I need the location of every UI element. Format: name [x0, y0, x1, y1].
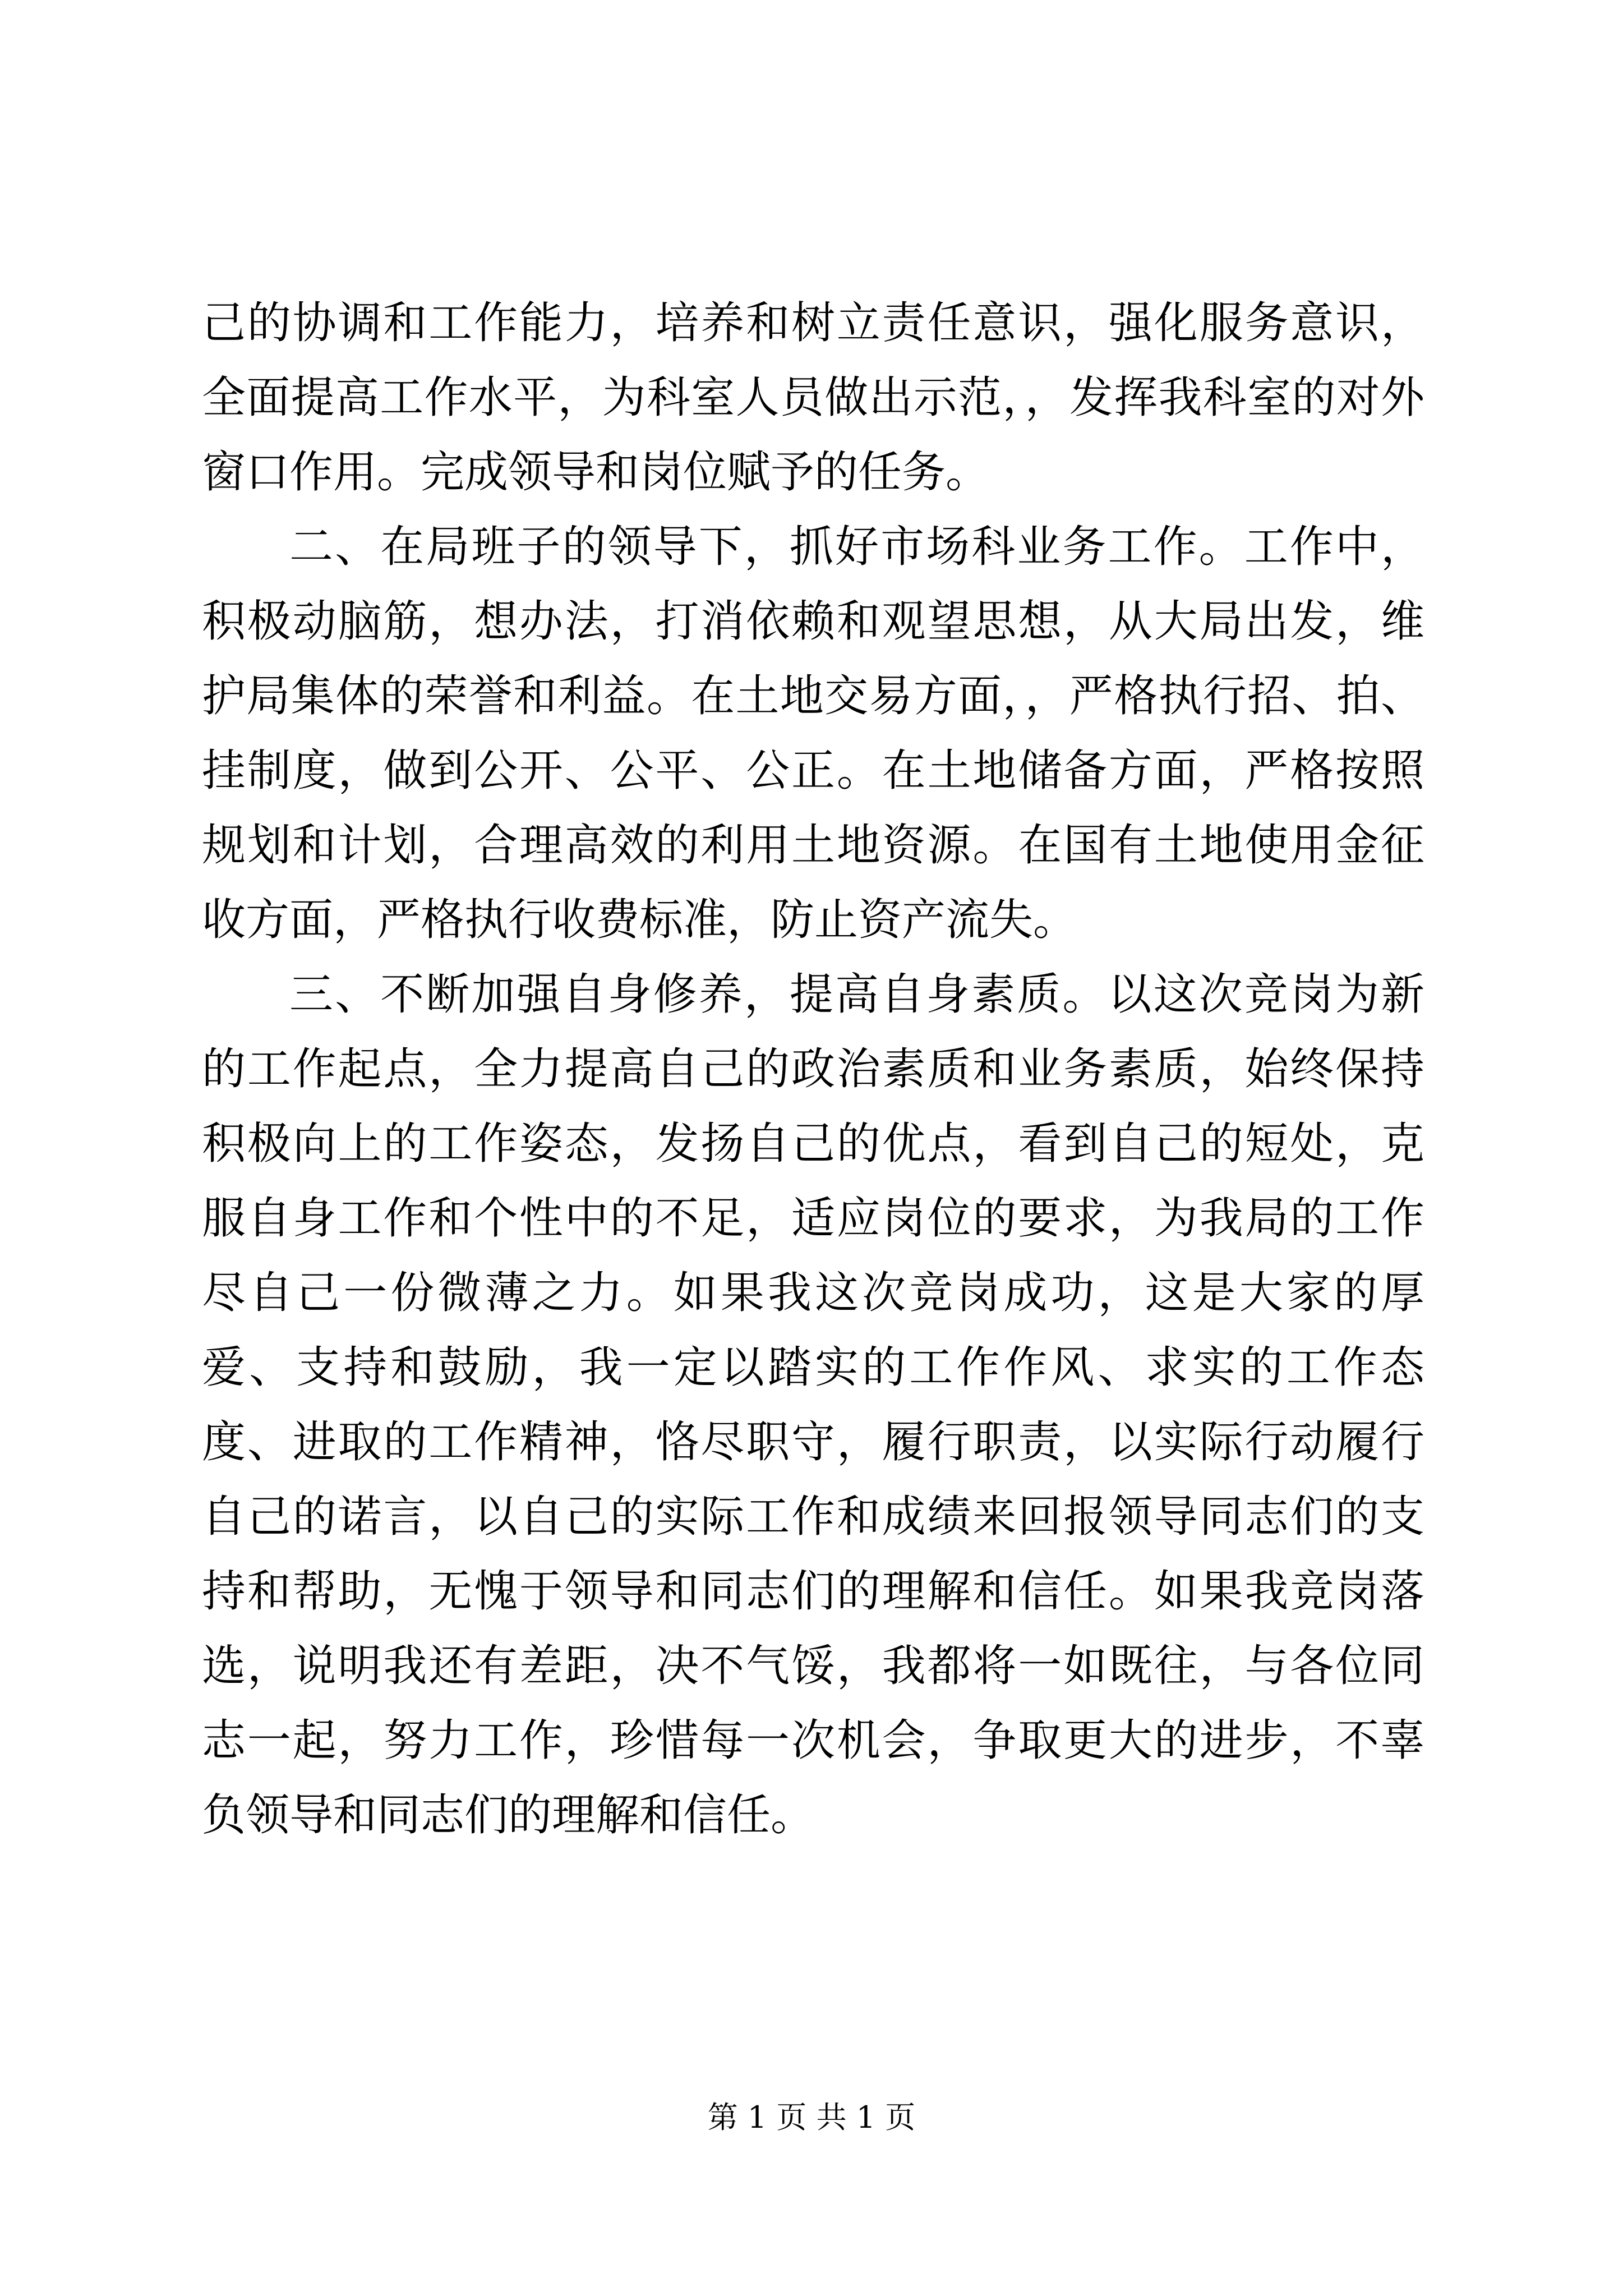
- page-footer: 第 1 页 共 1 页: [707, 2100, 916, 2135]
- paragraph-section-two: 二、在局班子的领导下，抓好市场科业务工作。工作中，积极动脑筋，想办法，打消依赖和观望思想，从大局出发，维护局集体的荣誉和利益。在土地交易方面，，严格执行招、拍、挂制度，做到公开、公平、公正。在土地储备方面，严格按照规划和计划，合理高效的利用土地资源。在国有土地使用金征收方面，严格执行收费标准，防止资产流失。: [202, 522, 1424, 945]
- paragraph-continuation: 己的协调和工作能力，培养和树立责任意识，强化服务意识，全面提高工作水平，为科室人员做出示范，，发挥我科室的对外窗口作用。完成领导和岗位赋予的任务。: [202, 298, 1424, 498]
- paragraph-section-three: 三、不断加强自身修养，提高自身素质。以这次竞岗为新的工作起点，全力提高自己的政治素质和业务素质，始终保持积极向上的工作姿态，发扬自己的优点，看到自己的短处，克服自身工作和个性中的不足，适应岗位的要求，为我局的工作尽自己一份微薄之力。如果我这次竞岗成功，这是大家的厚爱、支持和鼓励，我一定以踏实的工作作风、求实的工作态度、进取的工作精神，恪尽职守，履行职责，以实际行动履行自己的诺言，以自己的实际工作和成绩来回报领导同志们的支持和帮助，无愧于领导和同志们的理解和信任。如果我竞岗落选，说明我还有差距，决不气馁，我都将一如既往，与各位同志一起，努力工作，珍惜每一次机会，争取更大的进步，不辜负领导和同志们的理解和信任。: [202, 969, 1424, 1841]
- document-body: [202, 286, 1424, 1853]
